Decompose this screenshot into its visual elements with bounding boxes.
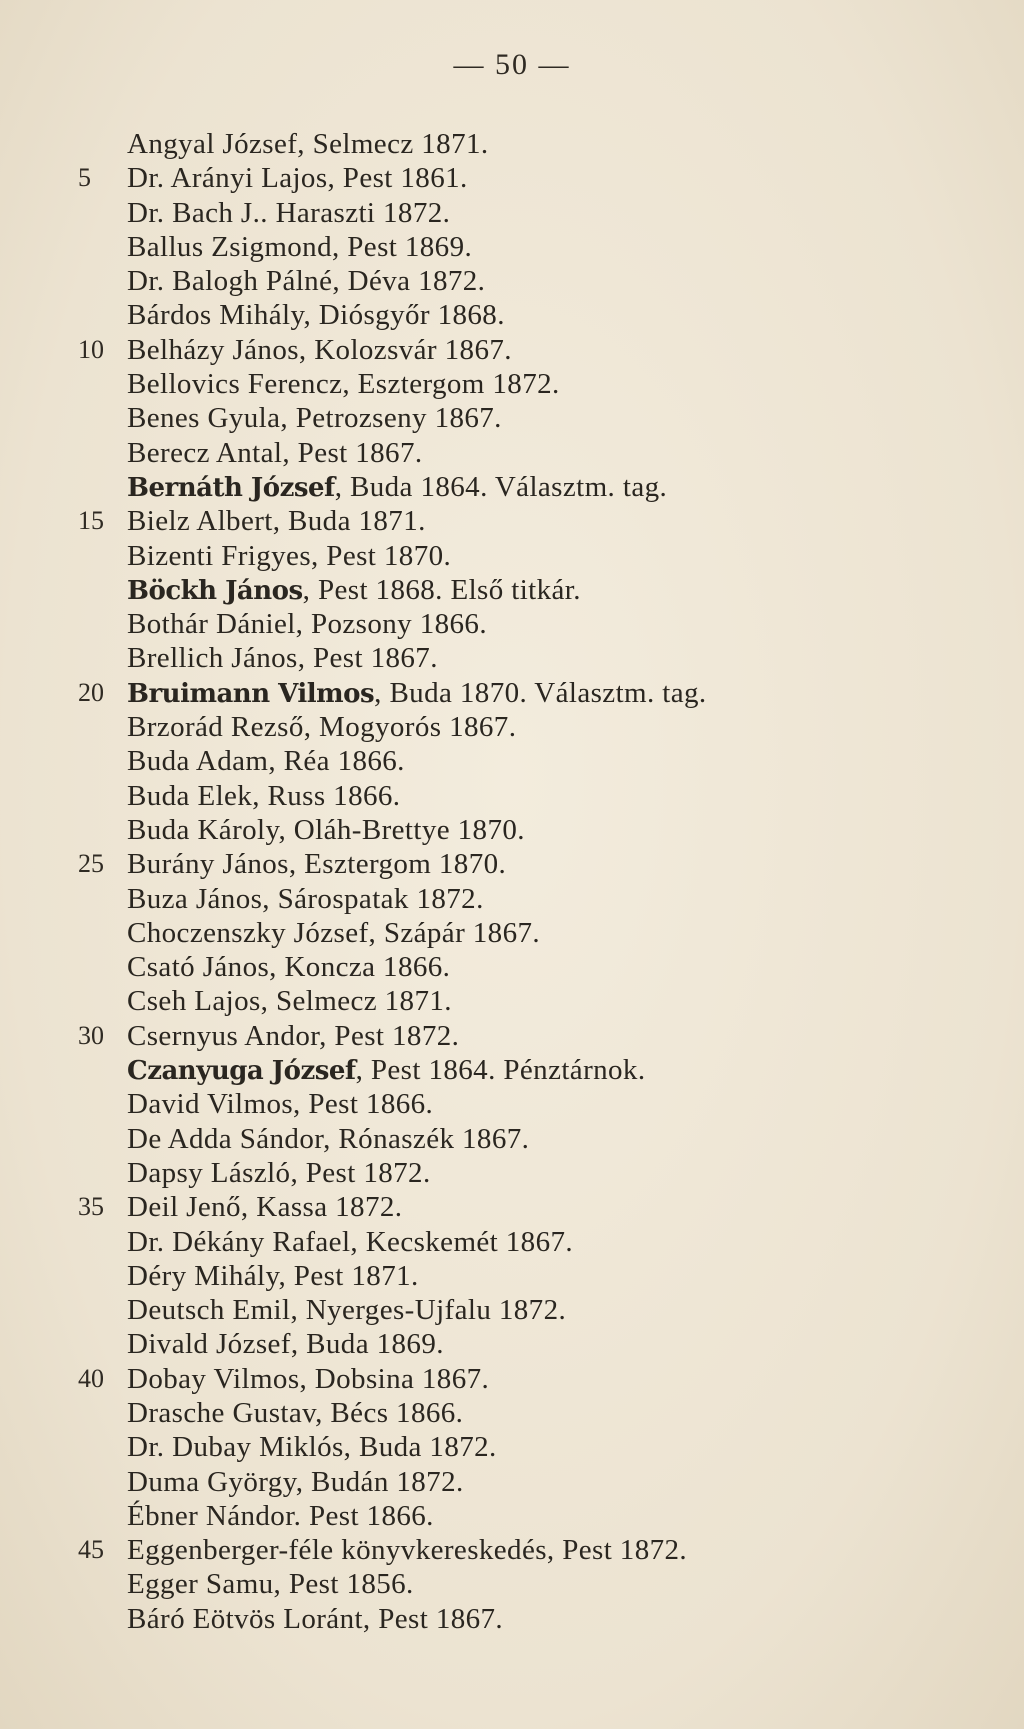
list-item — [0, 1533, 1024, 1567]
entry-details: Brellich János, Pest 1867. — [127, 642, 438, 675]
entry-text — [127, 367, 560, 401]
entry-details: Duma György, Budán 1872. — [127, 1465, 464, 1498]
officer-name: Böckh János — [127, 575, 303, 606]
entry-details: Dobay Vilmos, Dobsina 1867. — [127, 1362, 490, 1395]
entry-details: Berecz Antal, Pest 1867. — [127, 436, 423, 469]
line-number: 15 — [78, 506, 104, 536]
entry-details: Dr. Bach J.. Haraszti 1872. — [127, 196, 451, 229]
entry-text — [127, 744, 405, 778]
entry-details: , Buda 1870. Választm. tag. — [374, 676, 707, 709]
entry-text — [127, 470, 667, 505]
entry-details: Burány János, Esztergom 1870. — [127, 848, 507, 881]
list-item — [0, 1499, 1024, 1533]
entry-text — [127, 230, 472, 264]
entry-details: Eggenberger-féle könyvkereskedés, Pest 1872. — [127, 1534, 688, 1567]
entry-details: Choczenszky József, Szápár 1867. — [127, 916, 541, 949]
list-item — [0, 1019, 1024, 1053]
entry-details: Ballus Zsigmond, Pest 1869. — [127, 230, 473, 263]
entry-text — [127, 1225, 573, 1259]
entry-details: Bellovics Ferencz, Esztergom 1872. — [127, 368, 560, 401]
list-item — [0, 950, 1024, 984]
entry-text — [127, 1396, 463, 1430]
list-item — [0, 984, 1024, 1018]
list-item — [0, 1259, 1024, 1293]
entry-details: Dr. Dékány Rafael, Kecskemét 1867. — [127, 1225, 574, 1258]
entry-text — [127, 1327, 444, 1361]
entry-details: Buza János, Sárospatak 1872. — [127, 882, 484, 915]
entry-details: Dr. Balogh Pálné, Déva 1872. — [127, 265, 486, 298]
member-list — [0, 127, 1024, 1636]
list-item — [0, 1122, 1024, 1156]
list-item — [0, 1327, 1024, 1361]
entry-text — [127, 607, 487, 641]
list-item — [0, 1362, 1024, 1396]
list-item — [0, 367, 1024, 401]
entry-text — [127, 161, 468, 195]
entry-text — [127, 1293, 566, 1327]
entry-text — [127, 1602, 503, 1636]
entry-text — [127, 1465, 464, 1499]
list-item — [0, 607, 1024, 641]
entry-details: De Adda Sándor, Rónaszék 1867. — [127, 1122, 530, 1155]
list-item — [0, 1156, 1024, 1190]
list-item — [0, 264, 1024, 298]
line-number: 30 — [78, 1020, 104, 1050]
entry-text — [127, 1533, 687, 1567]
entry-text — [127, 847, 506, 881]
entry-text — [127, 984, 452, 1018]
entry-details: Bárdos Mihály, Diósgyőr 1868. — [127, 299, 505, 332]
entry-text — [127, 710, 516, 744]
entry-text — [127, 333, 512, 367]
list-item — [0, 1293, 1024, 1327]
entry-text — [127, 1499, 434, 1533]
list-item — [0, 573, 1024, 607]
entry-details: Belházy János, Kolozsvár 1867. — [127, 333, 512, 366]
list-item — [0, 230, 1024, 264]
line-number: 10 — [78, 334, 104, 364]
entry-text — [127, 1430, 497, 1464]
entry-text — [127, 1259, 419, 1293]
list-item — [0, 1225, 1024, 1259]
entry-text — [127, 882, 484, 916]
entry-text — [127, 298, 505, 332]
entry-details: Deil Jenő, Kassa 1872. — [127, 1191, 403, 1224]
list-item — [0, 1053, 1024, 1087]
entry-details: Buda Elek, Russ 1866. — [127, 779, 401, 812]
officer-name: Czanyuga József — [127, 1056, 356, 1087]
entry-details: , Buda 1864. Választm. tag. — [334, 470, 668, 503]
list-item — [0, 779, 1024, 813]
entry-details: , Pest 1868. Első titkár. — [302, 573, 581, 606]
list-item — [0, 161, 1024, 195]
list-item — [0, 539, 1024, 573]
entry-details: Buda Adam, Réa 1866. — [127, 745, 405, 778]
entry-details: Bizenti Frigyes, Pest 1870. — [127, 539, 452, 572]
entry-details: Dr. Dubay Miklós, Buda 1872. — [127, 1431, 497, 1464]
list-item — [0, 1602, 1024, 1636]
list-item — [0, 470, 1024, 504]
entry-text — [127, 539, 451, 573]
entry-details: Angyal József, Selmecz 1871. — [127, 128, 489, 160]
list-item — [0, 1190, 1024, 1224]
entry-details: Bothár Dániel, Pozsony 1866. — [127, 608, 487, 641]
entry-text — [127, 196, 450, 230]
entry-details: Cseh Lajos, Selmecz 1871. — [127, 985, 452, 1018]
list-item — [0, 641, 1024, 675]
entry-details: Déry Mihály, Pest 1871. — [127, 1259, 419, 1292]
line-number: 45 — [78, 1535, 104, 1565]
entry-details: Benes Gyula, Petrozseny 1867. — [127, 402, 502, 435]
list-item — [0, 744, 1024, 778]
page-number: — 50 — — [453, 48, 571, 81]
entry-details: Bielz Albert, Buda 1871. — [127, 505, 426, 538]
entry-details: Báró Eötvös Loránt, Pest 1867. — [127, 1602, 504, 1635]
entry-details: Ébner Nándor. Pest 1866. — [127, 1499, 434, 1532]
entry-text — [127, 1087, 433, 1121]
entry-details: Deutsch Emil, Nyerges-Ujfalu 1872. — [127, 1294, 567, 1327]
line-number: 40 — [78, 1363, 104, 1393]
entry-text — [127, 436, 423, 470]
list-item — [0, 1567, 1024, 1601]
line-number: 35 — [78, 1192, 104, 1222]
list-item — [0, 1430, 1024, 1464]
entry-details: Brzorád Rezső, Mogyorós 1867. — [127, 711, 517, 744]
list-item — [0, 813, 1024, 847]
list-item — [0, 298, 1024, 332]
entry-details: Buda Károly, Oláh-Brettye 1870. — [127, 813, 525, 846]
entry-text — [127, 641, 438, 675]
entry-text — [127, 813, 525, 847]
list-item — [0, 847, 1024, 881]
officer-name: Bruimann Vilmos — [127, 678, 375, 709]
entry-details: Egger Samu, Pest 1856. — [127, 1568, 414, 1601]
entry-text — [127, 676, 707, 711]
entry-text — [127, 573, 581, 608]
entry-text — [127, 504, 426, 538]
line-number: 5 — [78, 163, 91, 193]
entry-text — [127, 264, 485, 298]
list-item — [0, 333, 1024, 367]
entry-details: David Vilmos, Pest 1866. — [127, 1088, 434, 1121]
entry-text — [127, 401, 502, 435]
entry-details: , Pest 1864. Pénztárnok. — [355, 1054, 646, 1087]
entry-text — [127, 1362, 489, 1396]
list-item — [0, 504, 1024, 538]
entry-details: Dr. Arányi Lajos, Pest 1861. — [127, 162, 468, 195]
list-item — [0, 127, 1024, 161]
entry-text — [127, 1190, 402, 1224]
entry-text — [127, 127, 489, 161]
entry-text — [127, 1053, 645, 1088]
list-item — [0, 436, 1024, 470]
entry-text — [127, 1019, 459, 1053]
list-item — [0, 710, 1024, 744]
entry-details: Dapsy László, Pest 1872. — [127, 1156, 431, 1189]
officer-name: Bernáth József — [127, 472, 335, 503]
entry-text — [127, 1122, 529, 1156]
entry-details: Csernyus Andor, Pest 1872. — [127, 1019, 460, 1052]
entry-text — [127, 950, 450, 984]
list-item — [0, 1396, 1024, 1430]
list-item — [0, 1087, 1024, 1121]
list-item — [0, 676, 1024, 710]
entry-text — [127, 779, 400, 813]
entry-text — [127, 1156, 431, 1190]
entry-details: Divald József, Buda 1869. — [127, 1328, 444, 1361]
line-number: 25 — [78, 849, 104, 879]
list-item — [0, 196, 1024, 230]
line-number: 20 — [78, 677, 104, 707]
list-item — [0, 401, 1024, 435]
entry-text — [127, 916, 540, 950]
list-item — [0, 882, 1024, 916]
list-item — [0, 1465, 1024, 1499]
entry-details: Csató János, Koncza 1866. — [127, 951, 451, 984]
entry-text — [127, 1567, 414, 1601]
entry-details: Drasche Gustav, Bécs 1866. — [127, 1396, 464, 1429]
list-item — [0, 916, 1024, 950]
